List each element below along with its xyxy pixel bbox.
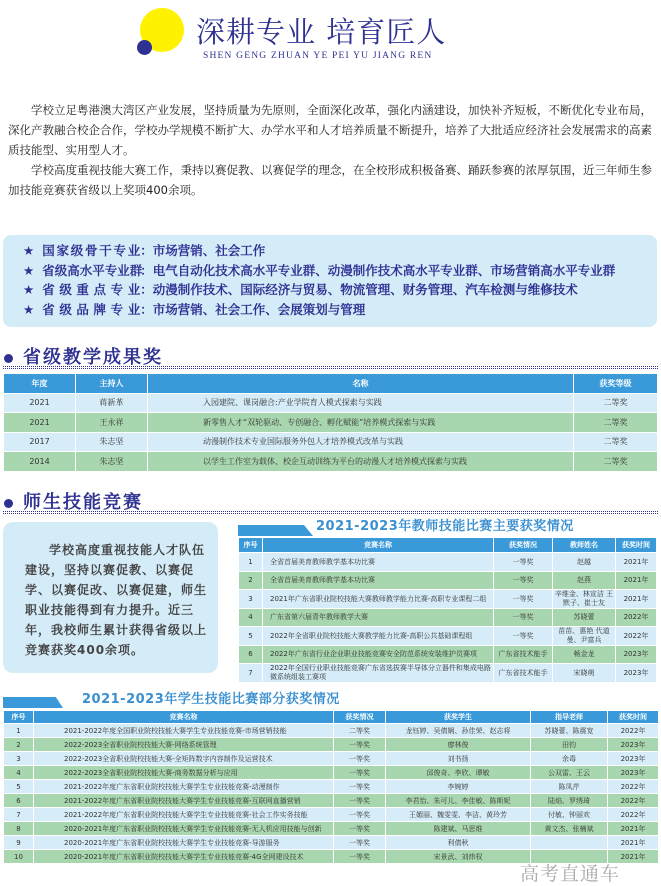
table-cell: 余毒 xyxy=(531,752,608,766)
table-cell: 利倩秋 xyxy=(386,836,531,850)
table-row xyxy=(4,850,659,864)
table-cell: 李婉婷 xyxy=(386,780,531,794)
column-header: 序号 xyxy=(4,711,34,724)
table-cell: 4 xyxy=(4,766,34,780)
table-cell: 朱志坚 xyxy=(76,452,148,472)
table-cell: 2021年 xyxy=(608,836,659,850)
table-cell: 2022年广东省行业企业职业技能竞赛安全防范系统安装维护员赛项 xyxy=(263,645,494,664)
table-cell: 陆焰、罗绣琦 xyxy=(531,794,608,808)
column-header: 年度 xyxy=(4,374,76,394)
table-cell: 邱俊奇、李欣、谭敏 xyxy=(386,766,531,780)
table-cell: 2021年 xyxy=(616,571,657,590)
table-cell: 全省首届美育教师教学基本功比赛 xyxy=(263,553,494,572)
column-header: 获奖学生 xyxy=(386,711,531,724)
table-cell: 二等奖 xyxy=(574,413,658,433)
table-cell: 宋晓萌 xyxy=(553,664,616,683)
table-cell: 2 xyxy=(4,738,34,752)
table-cell: 田钧 xyxy=(531,738,608,752)
table-cell: 新零售人才“双轮驱动、专创融合、孵化赋能”培养模式探索与实践 xyxy=(148,413,574,433)
table-cell: 2023年 xyxy=(608,752,659,766)
table-cell: 公双雷、王云 xyxy=(531,766,608,780)
table-cell: 赵燕 xyxy=(553,571,616,590)
section-heading-teaching-awards: 省级教学成果奖 xyxy=(4,343,163,369)
intro-text xyxy=(8,100,658,228)
intro-paragraph-2: 学校高度重视技能大赛工作，秉持以赛促教、以赛促学的理念，在全校形成积极备赛、踊跃参赛的浓厚氛围，近三年师生参加技能竞赛获省级以上奖项400余项。 xyxy=(8,163,652,197)
table-row xyxy=(4,432,658,452)
table-cell: 2020-2021年度广东省职业院校技能大赛学生专业技能竞赛-导游服务 xyxy=(34,836,334,850)
table-cell: 王永祥 xyxy=(76,413,148,433)
table-cell: 辛维金、林宣洁 王默子、崔士友 xyxy=(553,590,616,609)
table-cell: 二等奖 xyxy=(574,393,658,413)
table-cell: 陈建斌、马思维 xyxy=(386,822,531,836)
table-cell: 2021年 xyxy=(616,553,657,572)
table-cell: 畅金龙 xyxy=(553,645,616,664)
table-cell: 二等奖 xyxy=(334,724,386,738)
table-cell: 宋景武、刘炜权 xyxy=(386,850,531,864)
table-cell: 付敏、钟丽欢 xyxy=(531,808,608,822)
section-heading-skills-competition: 师生技能竞赛 xyxy=(4,488,143,514)
table-cell: 一等奖 xyxy=(334,822,386,836)
table-cell: 一等奖 xyxy=(494,590,553,609)
header-row xyxy=(239,538,657,553)
table-cell: 2021 xyxy=(4,393,76,413)
table-cell: 2023年 xyxy=(608,738,659,752)
table-cell: 一等奖 xyxy=(494,608,553,627)
student-table-title: 2021-2023年学生技能比赛部分获奖情况 xyxy=(82,692,340,707)
table-cell: 10 xyxy=(4,850,34,864)
table-row xyxy=(239,553,657,572)
table-row xyxy=(239,645,657,664)
table-cell: 一等奖 xyxy=(334,808,386,822)
table-row xyxy=(4,413,658,433)
table-cell: 3 xyxy=(4,752,34,766)
title-bar-decoration xyxy=(238,525,313,536)
majors-box xyxy=(3,235,657,327)
table-cell: 2021-2022年度广东省职业院校技能大赛学生专业技能竞赛-互联网直播营销 xyxy=(34,794,334,808)
table-cell: 2023年 xyxy=(608,766,659,780)
table-cell: 2020-2021年度广东省职业院校技能大赛学生专业技能竞赛-无人机应用技能与创新 xyxy=(34,822,334,836)
table-cell: 苏晓蕾 xyxy=(553,608,616,627)
table-cell: 2022-2023全省职业院校技能大赛-商务数据分析与应用 xyxy=(34,766,334,780)
major-row: ★ 国家级骨干专业：市场营销、社会工作 xyxy=(23,243,266,258)
student-awards-table xyxy=(3,710,659,864)
table-cell: 一等奖 xyxy=(494,627,553,646)
header-row xyxy=(4,711,659,724)
table-cell: 3 xyxy=(239,590,263,609)
table-cell: 2017 xyxy=(4,432,76,452)
table-cell: 以学生工作室为载体、校企互动训练为平台的动漫人才培养模式探索与实践 xyxy=(148,452,574,472)
column-header: 竞赛名称 xyxy=(34,711,334,724)
table-cell: 2022-2023全省职业院校技能大赛-网络系统管理 xyxy=(34,738,334,752)
table-cell: 2022年 xyxy=(608,724,659,738)
star-icon: ★ xyxy=(23,282,35,297)
teacher-awards-table xyxy=(238,537,657,683)
column-header: 指导老师 xyxy=(531,711,608,724)
table-cell: 朱志坚 xyxy=(76,432,148,452)
table-row xyxy=(4,452,658,472)
table-row xyxy=(4,822,659,836)
table-cell: 2023年 xyxy=(616,664,657,683)
major-row: ★ 省级高水平专业群：电气自动化技术高水平专业群、动漫制作技术高水平专业群、市场营销高水平专业群 xyxy=(23,262,616,278)
table-cell: 2022年 xyxy=(608,808,659,822)
table-cell: 2022年 xyxy=(616,627,657,646)
table-cell: 2022年 xyxy=(608,780,659,794)
table-cell: 6 xyxy=(239,645,263,664)
table-cell: 一等奖 xyxy=(334,766,386,780)
table-cell: 一等奖 xyxy=(494,571,553,590)
table-cell: 2022年 xyxy=(608,794,659,808)
star-icon: ★ xyxy=(23,301,35,317)
table-cell: 入园建院、课岗融合:产业学院育人模式探索与实践 xyxy=(148,393,574,413)
table-row xyxy=(4,794,659,808)
table-cell: 一等奖 xyxy=(334,794,386,808)
table-cell xyxy=(531,850,608,864)
column-header: 竞赛名称 xyxy=(263,538,494,553)
table-cell: 8 xyxy=(4,822,34,836)
column-header: 教师姓名 xyxy=(553,538,616,553)
table-row xyxy=(239,571,657,590)
table-cell: 2022年 xyxy=(616,608,657,627)
column-header: 获奖时间 xyxy=(608,711,659,724)
table-cell: 一等奖 xyxy=(334,780,386,794)
table-cell: 2020-2021年度广东省职业院校技能大赛学生专业技能竞赛-4G全网建设技术 xyxy=(34,850,334,864)
table-cell: 2021年 xyxy=(608,850,659,864)
header-row xyxy=(4,374,658,394)
page-title: 深耕专业 培育匠人 xyxy=(196,15,447,49)
bullet-icon xyxy=(4,499,13,508)
major-row: ★ 省级重点专业：动漫制作技术、国际经济与贸易、物流管理、财务管理、汽车检测与维修技术 xyxy=(23,282,578,297)
table-cell: 6 xyxy=(4,794,34,808)
table-cell: 李君怡、朱可儿、李佳敏、陈斯妮 xyxy=(386,794,531,808)
table-cell: 4 xyxy=(239,608,263,627)
table-cell: 2021年 xyxy=(616,590,657,609)
table-cell: 2022-2023全省职业院校技能大赛-全矩阵数字内容制作及运营技术 xyxy=(34,752,334,766)
table-cell: 广东省技术能手 xyxy=(494,664,553,683)
title-bar-decoration xyxy=(3,697,63,708)
table-cell: 全省首届美育教师教学基本功比赛 xyxy=(263,571,494,590)
column-header: 序号 xyxy=(239,538,263,553)
table-row xyxy=(4,752,659,766)
table-cell: 二等奖 xyxy=(574,452,658,472)
table-cell: 2021-2022年度广东省职业院校技能大赛学生专业技能竞赛-社会工作实务技能 xyxy=(34,808,334,822)
table-cell: 5 xyxy=(4,780,34,794)
table-cell: 二等奖 xyxy=(574,432,658,452)
table-cell: 陈凤芹 xyxy=(531,780,608,794)
column-header: 获奖时间 xyxy=(616,538,657,553)
table-cell: 广东省技术能手 xyxy=(494,645,553,664)
table-cell: 苏晓蕾、陈震宽 xyxy=(531,724,608,738)
table-row xyxy=(4,808,659,822)
dotted-divider xyxy=(3,366,658,369)
table-cell: 廖林俊 xyxy=(386,738,531,752)
table-cell xyxy=(531,836,608,850)
table-cell: 2021 xyxy=(4,413,76,433)
table-cell: 动漫制作技术专业国际服务外包人才培养模式改革与实践 xyxy=(148,432,574,452)
column-header: 主持人 xyxy=(76,374,148,394)
table-cell: 2021-2022年度全国职业院校技能大赛学生专业技能竞赛-市场营销技能 xyxy=(34,724,334,738)
table-cell: 2014 xyxy=(4,452,76,472)
table-row xyxy=(239,627,657,646)
table-cell: 一等奖 xyxy=(334,850,386,864)
star-icon: ★ xyxy=(23,243,35,258)
table-cell: 刘书扬 xyxy=(386,752,531,766)
table-cell: 2023年 xyxy=(616,645,657,664)
table-row xyxy=(4,393,658,413)
major-row: ★ 省级品牌专业：市场营销、社会工作、会展策划与管理 xyxy=(23,301,366,317)
table-row xyxy=(239,664,657,683)
table-row xyxy=(4,738,659,752)
table-row xyxy=(4,836,659,850)
table-cell: 蒋新革 xyxy=(76,393,148,413)
table-cell: 2022年全国行业职业技能竞赛广东省选拔赛半导体分立器件和集成电路微系统组装工赛项 xyxy=(263,664,494,683)
table-row xyxy=(239,608,657,627)
table-cell: 7 xyxy=(239,664,263,683)
table-cell: 7 xyxy=(4,808,34,822)
table-row xyxy=(239,590,657,609)
bullet-icon xyxy=(4,354,13,363)
watermark: 高考直通车 xyxy=(520,863,621,885)
table-cell: 一等奖 xyxy=(334,836,386,850)
table-cell: 2 xyxy=(239,571,263,590)
table-cell: 一等奖 xyxy=(494,553,553,572)
table-cell: 广东省第六届青年教师教学大赛 xyxy=(263,608,494,627)
table-cell: 一等奖 xyxy=(334,738,386,752)
table-cell: 黄文杰、张楠斌 xyxy=(531,822,608,836)
intro-paragraph-1: 学校立足粤港澳大湾区产业发展，坚持质量为先原则，全面深化改革，强化内涵建设，加快补齐短板，不断优化专业布局，深化产教融合校企合作，学校办学规模不断扩大、办学水平和人才培养质量不断提升，培养了大批适应经济社会发展需求的高素质技能型、实用型人才。 xyxy=(8,103,652,157)
table-cell: 2022年全省职业院校技能大赛教学能力比赛-高职公共基础课程组 xyxy=(263,627,494,646)
column-header: 获奖等级 xyxy=(574,374,658,394)
table-cell: 1 xyxy=(4,724,34,738)
table-row xyxy=(4,724,659,738)
table-cell: 1 xyxy=(239,553,263,572)
page-subtitle-pinyin: SHEN GENG ZHUAN YE PEI YU JIANG REN xyxy=(203,51,433,61)
table-cell: 赵越 xyxy=(553,553,616,572)
table-cell: 2021年广东省职业院校技能大赛教师教学能力比赛-高职专业课程二组 xyxy=(263,590,494,609)
dotted-divider xyxy=(3,511,658,514)
table-cell: 2021年 xyxy=(608,822,659,836)
table-cell: 2021-2022年度广东省职业院校技能大赛学生专业技能竞赛-动漫制作 xyxy=(34,780,334,794)
table-cell: 苗苗、惠艳 代道曼、尹富兵 xyxy=(553,627,616,646)
table-row xyxy=(4,766,659,780)
table-row xyxy=(4,780,659,794)
teacher-table-title: 2021-2023年教师技能比赛主要获奖情况 xyxy=(316,519,574,534)
table-cell: 一等奖 xyxy=(334,752,386,766)
column-header: 获奖情况 xyxy=(334,711,386,724)
skills-intro-box: 学校高度重视技能人才队伍建设，坚持以赛促教、以赛促学、以赛促改、以赛促建，师生职业技能得到有力提升。近三年，我校师生累计获得省级以上竞赛获奖400余项。 xyxy=(3,522,218,673)
table-cell: 王媚丽、魏雯雯、李洁、黄玲芳 xyxy=(386,808,531,822)
logo-navy-circle xyxy=(137,40,152,55)
table-cell: 9 xyxy=(4,836,34,850)
star-icon: ★ xyxy=(23,262,35,278)
column-header: 名称 xyxy=(148,374,574,394)
column-header: 获奖情况 xyxy=(494,538,553,553)
table-cell: 龙钰婷、吴倩娴、孙佳荣、赵志将 xyxy=(386,724,531,738)
teaching-awards-table xyxy=(3,373,658,472)
table-cell: 5 xyxy=(239,627,263,646)
